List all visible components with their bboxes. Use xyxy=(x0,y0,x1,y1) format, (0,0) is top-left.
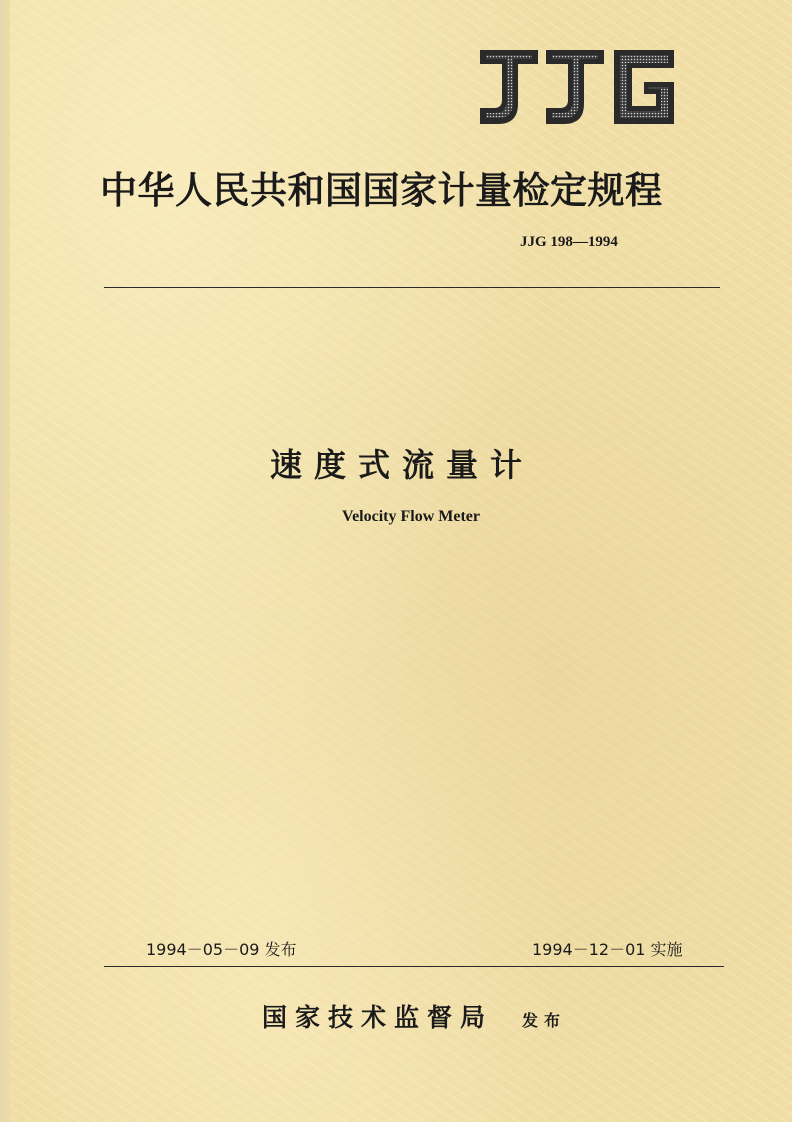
document-title: 中华人民共和国国家计量检定规程 xyxy=(100,168,663,212)
paper-edge xyxy=(0,0,10,1122)
jjg-logo xyxy=(474,46,678,128)
issue-date: 1994－05－09 发布 xyxy=(146,940,297,959)
logo-letter-j2 xyxy=(546,50,604,124)
implementation-date: 1994－12－01 实施 xyxy=(532,940,683,959)
logo-letter-g xyxy=(614,50,674,124)
publisher-name: 国家技术监督局 xyxy=(262,1003,494,1032)
publish-label: 发布 xyxy=(522,1011,567,1030)
logo-letter-j1 xyxy=(480,50,538,124)
standard-code: JJG 198—1994 xyxy=(520,234,618,250)
bottom-divider xyxy=(104,966,724,967)
top-divider xyxy=(104,287,720,288)
subject-title-english: Velocity Flow Meter xyxy=(341,508,480,525)
subject-title-chinese: 速度式流量计 xyxy=(269,446,534,484)
